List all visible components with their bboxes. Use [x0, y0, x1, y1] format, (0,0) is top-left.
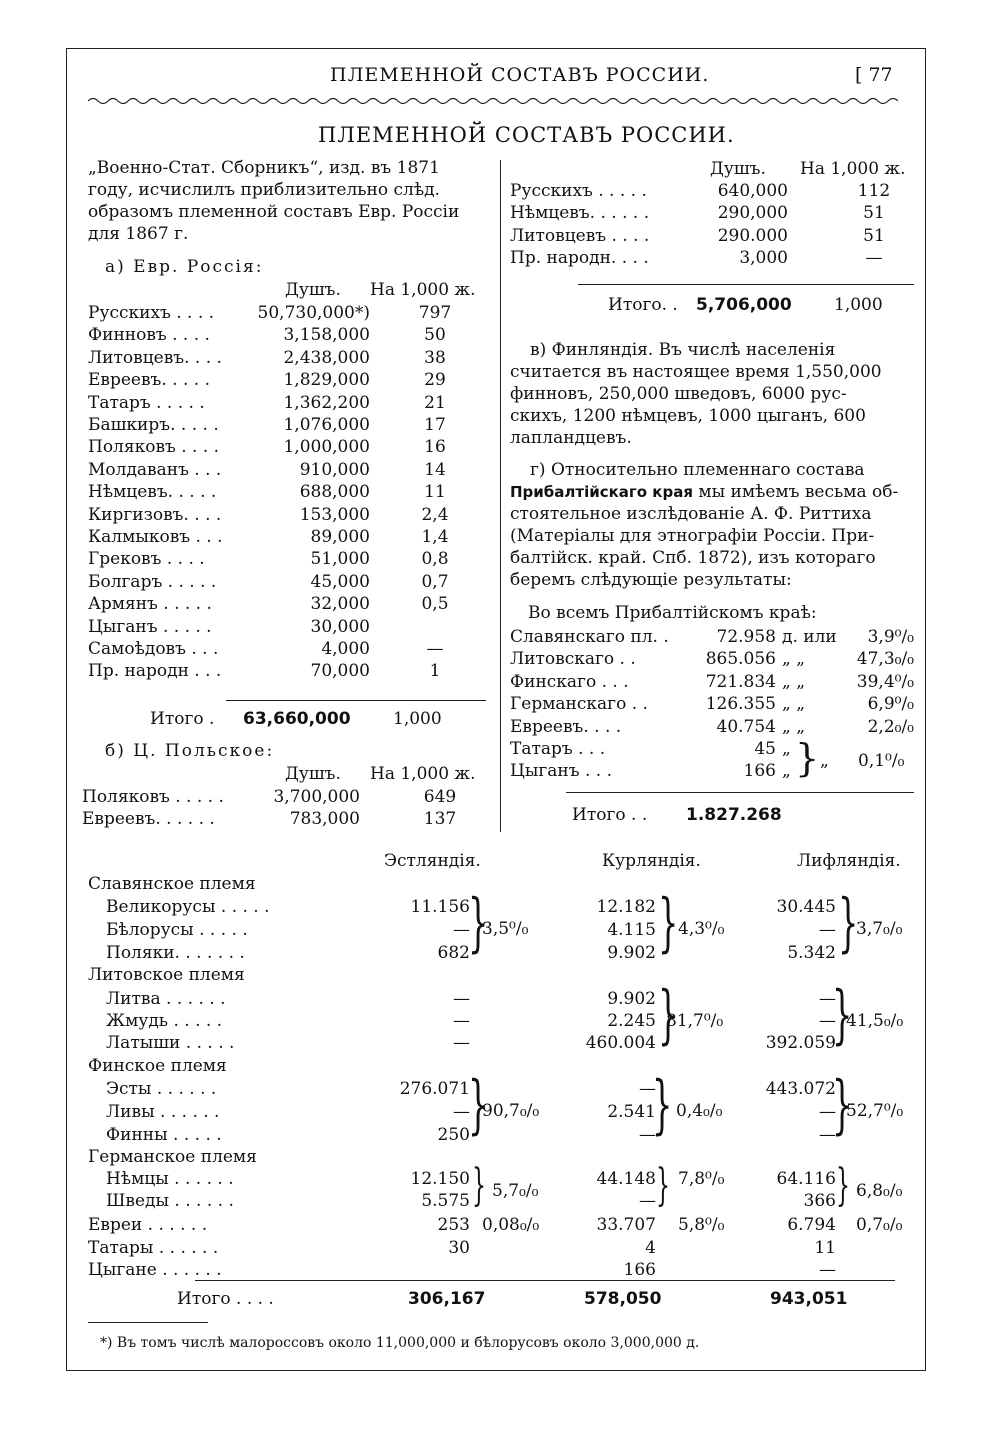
cell-kurland: 166 — [623, 1260, 656, 1280]
row-name: Грековъ . . . . — [88, 549, 205, 570]
cell-livland: 11 — [814, 1238, 836, 1258]
cell-estland: 253 — [437, 1215, 470, 1235]
total-rule — [566, 792, 914, 793]
row-souls: 30,000 — [310, 616, 370, 637]
cell-livland: 392.059 — [765, 1033, 836, 1053]
right-total-souls: 5,706,000 — [696, 295, 792, 315]
row-souls: 1,829,000 — [283, 370, 370, 391]
pct-fin-estland: 90,7₀/₀ — [482, 1101, 540, 1121]
row-name: Евреевъ. . . . . . — [82, 809, 215, 830]
col-per-header: На 1,000 ж. — [800, 159, 906, 179]
col-souls-header: Душъ. — [285, 280, 341, 300]
row-souls: 3,158,000 — [283, 325, 370, 346]
region-header-livland: Лифляндія. — [797, 851, 901, 871]
cell-kurland: 12.182 — [596, 897, 656, 917]
row-value: 166 — [743, 761, 776, 782]
brace: } — [836, 1160, 850, 1211]
brace: } — [832, 1068, 853, 1142]
row-value: 126.355 — [705, 694, 776, 715]
cell-estland: 30 — [448, 1238, 470, 1258]
row-name: Башкиръ. . . . . — [88, 415, 219, 435]
baltic-region-name: Прибалтійскаго края — [510, 483, 693, 501]
pct-germ-kurland: 7,8⁰/₀ — [678, 1169, 725, 1189]
row-name: Болгаръ . . . . . — [88, 571, 217, 592]
cell-kurland: 33.707 — [596, 1215, 656, 1235]
cell-kurland: 4.115 — [607, 920, 656, 940]
section-b-heading: б) Ц. Польское: — [105, 741, 275, 761]
row-pct: 47,3₀/₀ — [856, 649, 914, 670]
brace: } — [656, 1160, 670, 1211]
cell-estland: — — [453, 1033, 470, 1053]
footnote-rule — [88, 1322, 208, 1323]
row-name: Татаръ . . . — [510, 739, 606, 759]
row-name: Самоѣдовъ . . . — [88, 639, 219, 659]
right-total-label: Итого. . — [608, 295, 678, 315]
brace: } — [832, 978, 853, 1052]
cell-estland: — — [453, 920, 470, 940]
row-name: Молдаванъ . . . — [88, 459, 222, 480]
running-title: ПЛЕМЕННОЙ СОСТАВЪ РОССИИ. — [330, 64, 710, 86]
page-title: ПЛЕМЕННОЙ СОСТАВЪ РОССИИ. — [318, 123, 735, 147]
row-per: 14 — [424, 459, 446, 480]
cell-estland: 12.150 — [410, 1169, 470, 1189]
row-unit: „ — [782, 761, 791, 782]
row-per: 2,4 — [421, 504, 449, 525]
brace: } — [468, 1068, 489, 1142]
row-value: 72.958 — [716, 627, 776, 647]
cell-livland: 30.445 — [776, 897, 836, 917]
cell-livland: 5.342 — [787, 943, 836, 963]
row-per: 38 — [424, 347, 446, 368]
row-souls: 640,000 — [717, 181, 788, 201]
row-per: 51 — [863, 225, 885, 246]
cell-kurland: 9.902 — [607, 943, 656, 963]
row-souls: 290,000 — [717, 203, 788, 224]
row-name: Поляковъ . . . . — [88, 437, 220, 458]
row-name: Нѣмцевъ. . . . . — [88, 482, 217, 503]
row-name: Литовскаго . . — [510, 649, 636, 670]
row-souls: 910,000 — [299, 459, 370, 480]
row-unit: „ „ — [782, 671, 806, 692]
row-per: 17 — [424, 415, 446, 435]
cell-kurland: 4 — [645, 1238, 656, 1258]
region-header-kurland: Курляндія. — [602, 851, 701, 871]
cell-kurland: 2.541 — [607, 1102, 656, 1122]
row-value: 45 — [754, 739, 776, 759]
col-per-header: На 1,000 ж. — [370, 280, 476, 300]
col-per-header: На 1,000 ж. — [370, 764, 476, 784]
row-souls: 50,730,000*) — [257, 303, 370, 323]
region-row-name: Финны . . . . . — [106, 1125, 222, 1145]
group-label-germ: Германское племя — [88, 1147, 257, 1167]
column-divider — [500, 160, 501, 832]
row-per: 29 — [424, 370, 446, 391]
row-unit: „ — [782, 739, 791, 759]
region-row-name: Литва . . . . . . — [106, 989, 226, 1009]
baltic-total-value: 1.827.268 — [686, 805, 782, 825]
col-souls-header: Душъ. — [285, 764, 341, 784]
row-per: — — [426, 639, 444, 659]
region-row-name: Жмудь . . . . . — [106, 1011, 223, 1031]
cell-livland: — — [819, 1011, 836, 1031]
pct-lit-kurland: 81,7⁰/₀ — [666, 1011, 724, 1031]
cell-kurland: 460.004 — [585, 1033, 656, 1053]
brace: } — [658, 886, 679, 960]
cell-livland: — — [819, 920, 836, 940]
row-name: Литовцевъ . . . . — [510, 225, 650, 246]
row-name: Поляковъ . . . . . — [82, 787, 224, 807]
row-souls: 4,000 — [321, 639, 370, 659]
cell-livland: — — [819, 1125, 836, 1145]
row-name: Пр. народн . . . — [88, 661, 222, 682]
total-livland: 943,051 — [770, 1289, 848, 1309]
row-unit: „ „ — [782, 716, 806, 737]
brace: } — [795, 736, 820, 780]
pct-germ-estland: 5,7₀/₀ — [492, 1181, 539, 1201]
pct-slav-estland: 3,5⁰/₀ — [482, 919, 529, 939]
row-per: 11 — [424, 482, 446, 503]
row-per: 649 — [423, 787, 457, 807]
row-souls: 688,000 — [299, 482, 370, 503]
row-per: 797 — [418, 303, 452, 323]
region-row-name: Великорусы . . . . . — [106, 897, 270, 917]
row-name: Евреевъ. . . . . — [88, 370, 211, 391]
row-name: Литовцевъ. . . . — [88, 347, 222, 368]
total-kurland: 578,050 — [584, 1289, 662, 1309]
section-a-total-label: Итого . — [150, 709, 215, 729]
brace: } — [658, 978, 679, 1052]
row-name: Цыганъ . . . . . — [88, 616, 212, 637]
pct-slav-livland: 3,7₀/₀ — [856, 919, 903, 939]
brace: } — [652, 1068, 673, 1142]
row-souls: 89,000 — [310, 527, 370, 547]
region-row-name: Бѣлорусы . . . . . — [106, 920, 248, 940]
region-row-name: Шведы . . . . . . — [106, 1191, 234, 1211]
ornamental-rule — [88, 96, 898, 106]
baltic-total-label: Итого . . — [572, 805, 648, 825]
row-souls: 1,000,000 — [283, 437, 370, 458]
row-per: — — [865, 248, 883, 269]
cell-kurland: — — [639, 1191, 656, 1211]
row-per: 112 — [857, 181, 891, 201]
cell-livland: 64.116 — [776, 1169, 836, 1189]
row-souls: 45,000 — [310, 571, 370, 592]
cell-livland: — — [819, 1102, 836, 1122]
cell-estland: — — [453, 989, 470, 1009]
section-a-heading: а) Евр. Россія: — [105, 257, 264, 277]
cell-estland: 250 — [437, 1125, 470, 1145]
region-row-name: Цыгане . . . . . . — [88, 1260, 222, 1280]
brace: } — [472, 1160, 486, 1211]
row-per: 0,7 — [421, 571, 449, 592]
group-label-lit: Литовское племя — [88, 965, 245, 985]
regions-total-label: Итого . . . . — [177, 1289, 274, 1309]
row-per: 0,5 — [421, 594, 449, 615]
row-per: 16 — [424, 437, 446, 458]
region-header-estland: Эстляндія. — [384, 851, 481, 871]
baltic-heading: Во всемъ Прибалтійскомъ краѣ: — [528, 603, 817, 623]
group-label-fin: Финское племя — [88, 1056, 227, 1076]
cell-estland: — — [453, 1102, 470, 1122]
pct-jews-kurland: 5,8⁰/₀ — [678, 1215, 725, 1235]
row-name: Русскихъ . . . . . — [510, 181, 647, 201]
cell-kurland: — — [639, 1125, 656, 1145]
pct-slav-kurland: 4,3⁰/₀ — [678, 919, 725, 939]
row-souls: 3,700,000 — [273, 787, 360, 807]
total-rule — [578, 284, 914, 285]
page-frame-bottom — [66, 1370, 926, 1371]
cell-livland: — — [819, 989, 836, 1009]
row-per: 137 — [423, 809, 457, 830]
row-name: Евреевъ. . . . — [510, 716, 622, 737]
row-pct: 3,9⁰/₀ — [867, 627, 914, 647]
row-unit: д. или — [782, 627, 837, 647]
row-name: Пр. народн. . . . — [510, 248, 649, 269]
footnote: *) Въ томъ числѣ малороссовъ около 11,000,000 и бѣлорусовъ около 3,000,000 д. — [100, 1335, 700, 1351]
cell-kurland: 9.902 — [607, 989, 656, 1009]
row-souls: 153,000 — [299, 504, 370, 525]
row-per: 51 — [863, 203, 885, 224]
row-souls: 2,438,000 — [283, 347, 370, 368]
row-name: Калмыковъ . . . — [88, 527, 223, 547]
cell-estland: 682 — [437, 943, 470, 963]
row-per: 21 — [424, 392, 446, 413]
row-value: 721.834 — [705, 671, 776, 692]
row-unit: „ „ — [782, 694, 806, 715]
tat-tsyg-pct: 0,1⁰/₀ — [858, 751, 905, 771]
cell-livland: — — [819, 1260, 836, 1280]
row-name: Армянъ . . . . . — [88, 594, 212, 615]
row-souls: 32,000 — [310, 594, 370, 615]
row-pct: 2,2₀/₀ — [867, 716, 914, 737]
region-row-name: Евреи . . . . . . — [88, 1215, 208, 1235]
row-value: 40.754 — [716, 716, 776, 737]
region-row-name: Эсты . . . . . . — [106, 1079, 217, 1099]
row-name: Русскихъ . . . . — [88, 303, 215, 323]
total-rule — [226, 700, 486, 701]
pct-germ-livland: 6,8₀/₀ — [856, 1181, 903, 1201]
row-name: Финскаго . . . — [510, 671, 629, 692]
total-estland: 306,167 — [408, 1289, 486, 1309]
pct-fin-livland: 52,7⁰/₀ — [846, 1101, 904, 1121]
pct-jews-estland: 0,08₀/₀ — [482, 1215, 540, 1235]
pct-fin-kurland: 0,4₀/₀ — [676, 1101, 723, 1121]
row-unit: „ „ — [782, 649, 806, 670]
tat-tsyg-mark: „ — [820, 751, 829, 771]
row-souls: 70,000 — [310, 661, 370, 682]
cell-livland: 6.794 — [787, 1215, 836, 1235]
row-name: Германскаго . . — [510, 694, 648, 715]
row-pct: 39,4⁰/₀ — [856, 671, 914, 692]
page-number: [ 77 — [855, 64, 893, 86]
row-name: Татаръ . . . . . — [88, 392, 205, 413]
row-name: Нѣмцевъ. . . . . . — [510, 203, 650, 224]
row-per: 0,8 — [421, 549, 449, 570]
row-name: Киргизовъ. . . . — [88, 504, 222, 525]
row-name: Славянскаго пл. . — [510, 627, 669, 647]
total-rule — [195, 1280, 895, 1281]
row-per: 50 — [424, 325, 446, 346]
row-souls: 1,362,200 — [283, 392, 370, 413]
cell-kurland: 2.245 — [607, 1011, 656, 1031]
right-total-per: 1,000 — [834, 295, 883, 315]
region-row-name: Ливы . . . . . . — [106, 1102, 220, 1122]
group-label-slav: Славянское племя — [88, 874, 256, 894]
cell-livland: 443.072 — [765, 1079, 836, 1099]
row-souls: 783,000 — [289, 809, 360, 830]
pct-jews-livland: 0,7₀/₀ — [856, 1215, 903, 1235]
region-row-name: Поляки. . . . . . . — [106, 943, 245, 963]
row-per: 1,4 — [421, 527, 449, 547]
row-souls: 51,000 — [310, 549, 370, 570]
cell-kurland: 44.148 — [596, 1169, 656, 1189]
row-name: Финновъ . . . . — [88, 325, 210, 346]
row-souls: 1,076,000 — [283, 415, 370, 435]
section-a-total-per: 1,000 — [393, 709, 442, 729]
region-row-name: Латыши . . . . . — [106, 1033, 235, 1053]
pct-lit-livland: 41,5₀/₀ — [846, 1011, 904, 1031]
cell-kurland: — — [639, 1079, 656, 1099]
brace: } — [468, 886, 489, 960]
cell-estland: 5.575 — [421, 1191, 470, 1211]
row-pct: 6,9⁰/₀ — [867, 694, 914, 715]
cell-estland: — — [453, 1011, 470, 1031]
region-row-name: Татары . . . . . . — [88, 1238, 219, 1258]
region-row-name: Нѣмцы . . . . . . — [106, 1169, 234, 1189]
row-souls: 290.000 — [717, 225, 788, 246]
cell-livland: 366 — [803, 1191, 836, 1211]
row-per: 1 — [429, 661, 441, 682]
section-a-total-souls: 63,660,000 — [243, 709, 351, 729]
row-souls: 3,000 — [739, 248, 788, 269]
row-name: Цыганъ . . . — [510, 761, 612, 782]
brace: } — [838, 886, 859, 960]
row-value: 865.056 — [705, 649, 776, 670]
cell-estland: 11.156 — [410, 897, 470, 917]
cell-estland: 276.071 — [399, 1079, 470, 1099]
col-souls-header: Душъ. — [710, 159, 766, 179]
